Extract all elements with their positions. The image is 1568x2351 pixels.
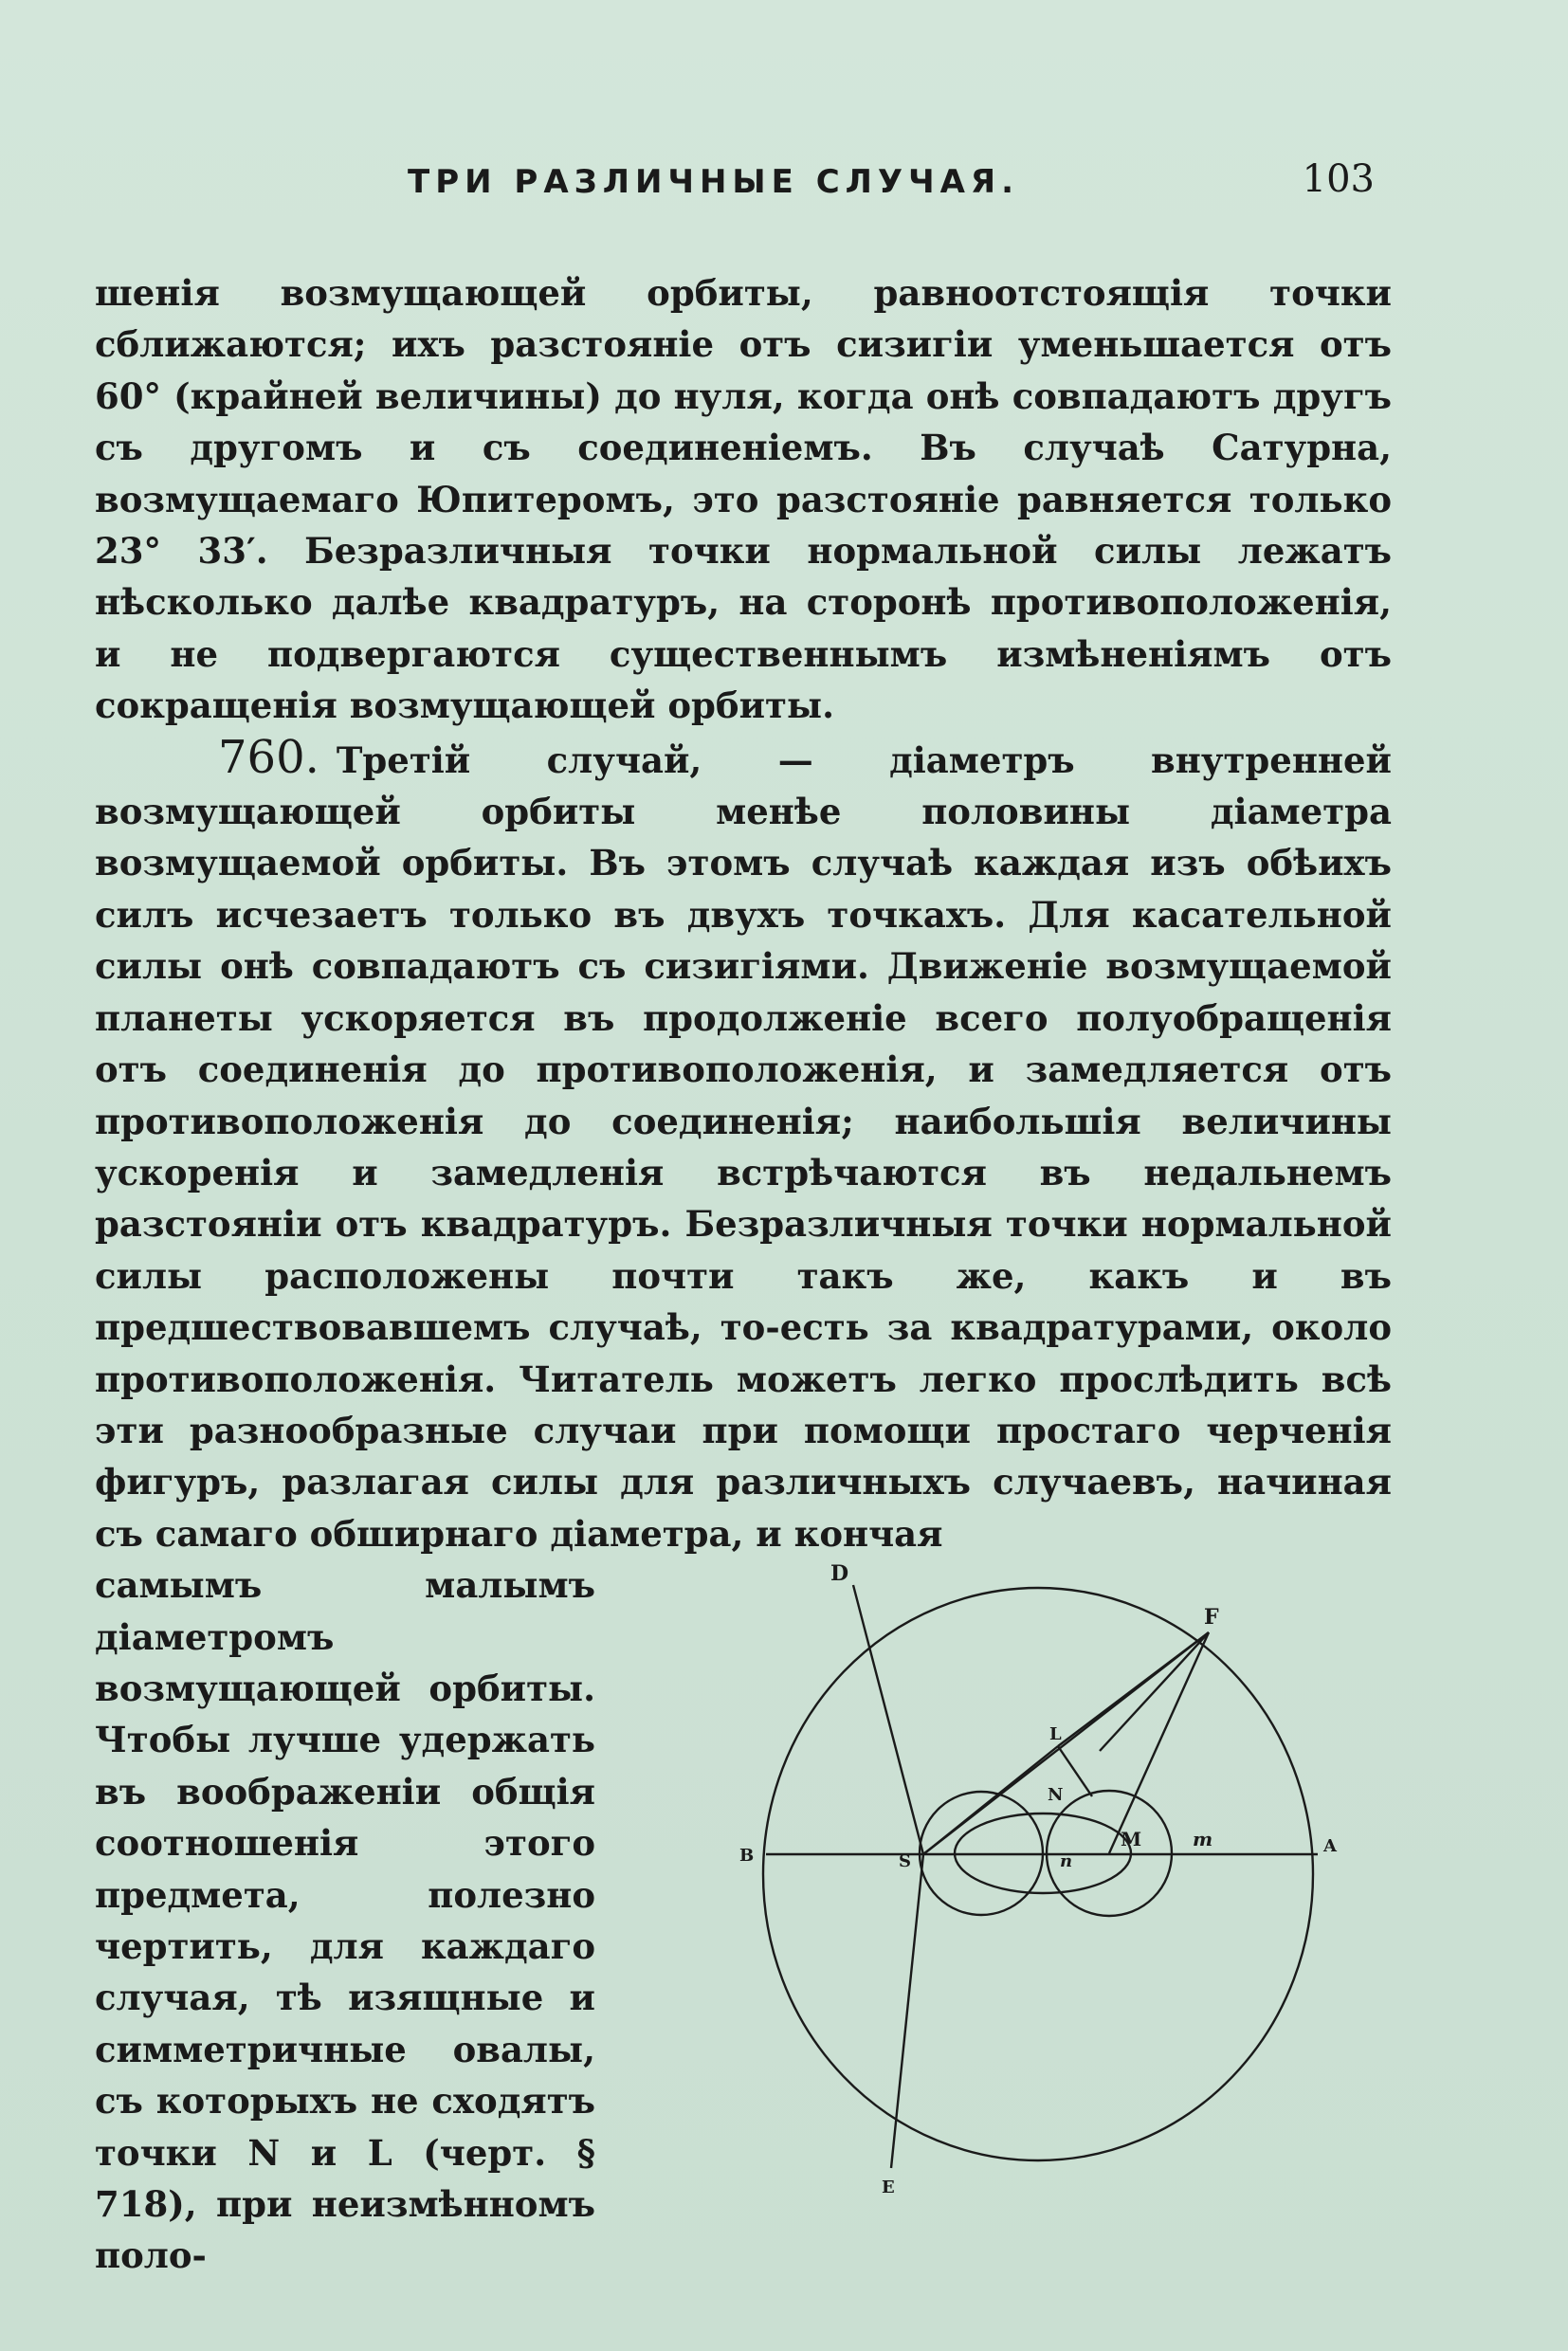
label-E: E — [882, 2178, 895, 2198]
label-D: D — [830, 1561, 849, 1587]
label-m: m — [1193, 1828, 1213, 1851]
line-FM — [1109, 1632, 1209, 1853]
line-LF — [1058, 1632, 1209, 1746]
line-FN — [1100, 1632, 1209, 1751]
label-A: A — [1323, 1836, 1337, 1857]
label-B: B — [739, 1846, 755, 1867]
label-F: F — [1204, 1605, 1219, 1631]
orbit-diagram — [702, 1561, 1394, 2215]
page-header — [95, 157, 1375, 220]
line-SL — [923, 1746, 1058, 1854]
section-number: 760. — [218, 730, 319, 784]
paragraph-wrapped: самымъ малымъ діаметромъ возмущающей орбиты. Чтобы лучше удержать въ воображеніи общія соотношенія этого предмета, полезно чертить, для каждаго случая, тѣ изящные и симметричные овалы, съ которыхъ не сходятъ точки N и L (черт. § 718), при неизмѣнномъ поло- — [95, 1564, 595, 2277]
line-SD — [853, 1585, 923, 1854]
page-number: 103 — [1302, 157, 1375, 201]
figure-wrap-block — [95, 1559, 1392, 2277]
label-M: M — [1121, 1828, 1142, 1851]
body-text — [95, 267, 1392, 2277]
paragraph-continuation: шенія возмущающей орбиты, равноотстоящія точки сближаются; ихъ разстояніе отъ сизигіи уменьшается отъ 60° (крайней величины) до нуля, когда онѣ совпадаютъ другъ съ другомъ и съ соединеніемъ. Въ случаѣ Сатурна, возмущаемаго Юпитеромъ, это разстояніе равняется только 23° 33′. Безразличныя точки нормальной силы лежатъ нѣсколько далѣе квадратуръ, на сторонѣ противоположенія, и не подвергаются существеннымъ измѣненіямъ отъ сокращенія возмущающей орбиты. — [95, 272, 1392, 727]
label-N: N — [1048, 1785, 1064, 1806]
label-n: n — [1060, 1851, 1073, 1872]
running-title: ТРИ РАЗЛИЧНЫЕ СЛУЧАЯ. — [408, 163, 1019, 201]
label-S: S — [899, 1851, 911, 1872]
label-L: L — [1049, 1724, 1062, 1745]
line-SE — [891, 1854, 923, 2168]
orbit-figure — [702, 1561, 1394, 2215]
paragraph-760-text: Третій случай, — діаметръ внутренней возмущающей орбиты менѣе половины діаметра возмущаемой орбиты. Въ этомъ случаѣ каждая изъ обѣихъ силъ исчезаетъ только въ двухъ точкахъ. Для касательной силы онѣ совпадаютъ съ сизигіями. Движеніе возмущаемой планеты ускоряется въ продолженіе всего полуобращенія отъ соединенія до противоположенія, и замедляется отъ противоположенія до соединенія; наибольшія величины ускоренія и замедленія встрѣчаются въ недальнемъ разстояніи отъ квадратуръ. Безразличныя точки нормальной силы расположены почти такъ же, какъ и въ предшествовавшемъ случаѣ, то-есть за квадратурами, около противоположенія. Читатель можетъ легко прослѣдить всѣ эти разнообразные случаи при помощи простаго черченія фигуръ, разлагая силы для различныхъ случаевъ, начиная съ самаго обширнаго діаметра, и кончая — [95, 738, 1392, 1555]
paragraph-760 — [95, 732, 1392, 1560]
